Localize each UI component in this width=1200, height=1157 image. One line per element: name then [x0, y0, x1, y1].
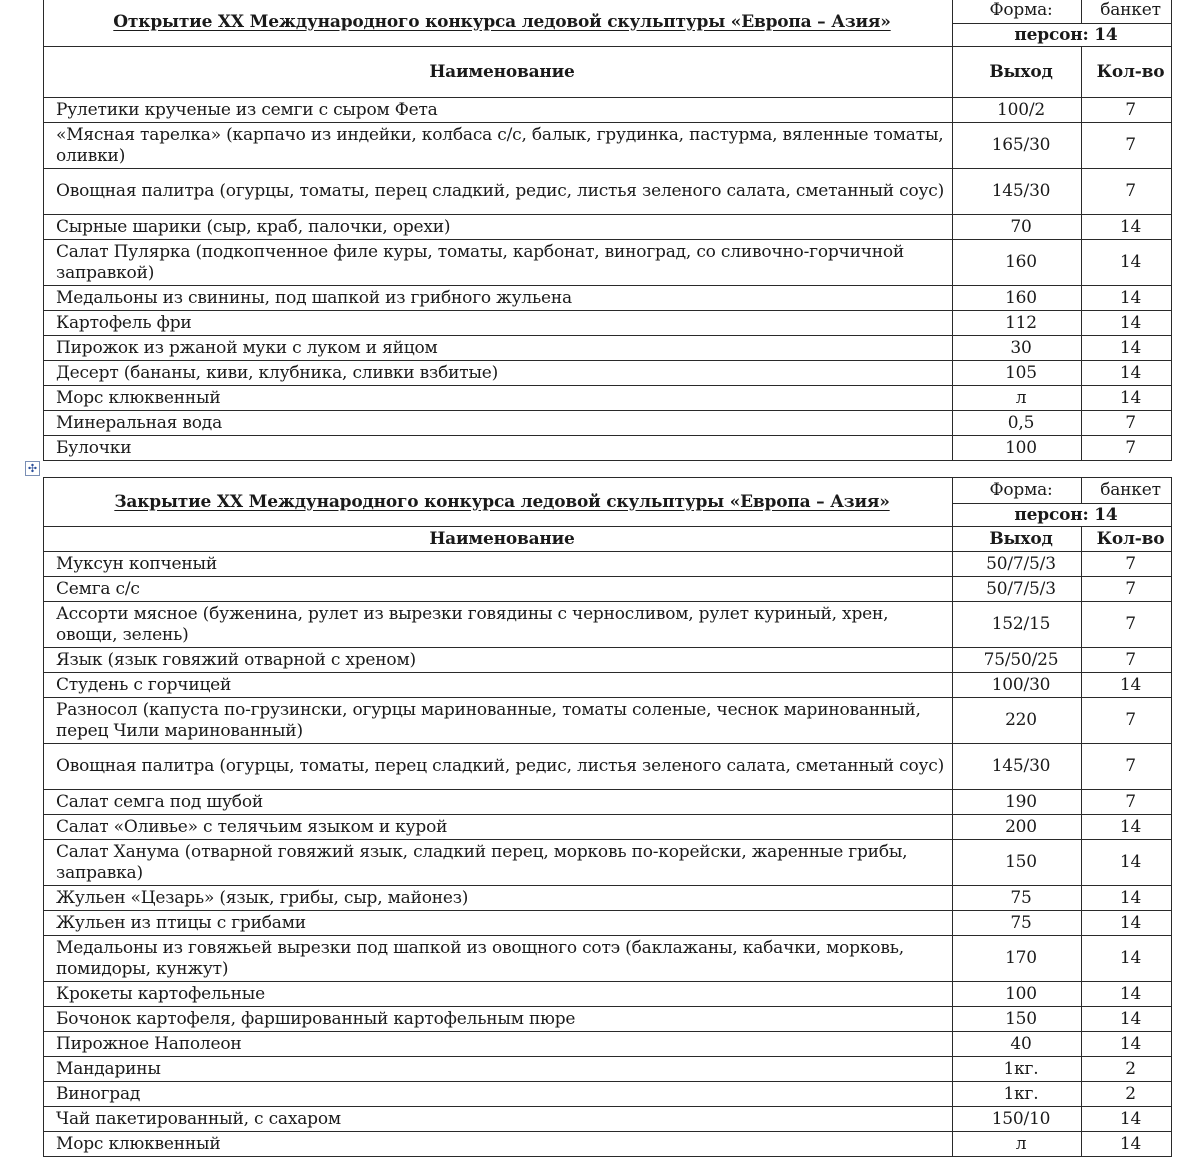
menu-row	[44, 1082, 1172, 1107]
closing-title: Закрытие XX Международного конкурса ледовой скульптуры «Европа – Азия»	[44, 478, 953, 527]
menu-row	[44, 123, 1172, 169]
dish-yield: 75/50/25	[953, 648, 1082, 673]
menu-row	[44, 1007, 1172, 1032]
dish-yield: 190	[953, 790, 1082, 815]
menu-row	[44, 577, 1172, 602]
dish-yield: 105	[953, 361, 1082, 386]
dish-qty: 7	[1082, 698, 1172, 744]
dish-name: «Мясная тарелка» (карпачо из индейки, колбаса с/с, балык, грудинка, пастурма, вяленные томаты, оливки)	[44, 123, 953, 169]
menu-row	[44, 311, 1172, 336]
dish-yield: 160	[953, 286, 1082, 311]
dish-name: Морс клюквенный	[44, 1132, 953, 1157]
dish-yield: 75	[953, 911, 1082, 936]
menu-row	[44, 411, 1172, 436]
move-handle-icon[interactable]: ✣	[25, 461, 40, 476]
menu-row	[44, 673, 1172, 698]
persons-count: персон: 14	[953, 24, 1172, 47]
dish-qty: 14	[1082, 311, 1172, 336]
dish-yield: 100	[953, 436, 1082, 461]
menu-row	[44, 698, 1172, 744]
dish-yield: 0,5	[953, 411, 1082, 436]
dish-yield: 75	[953, 886, 1082, 911]
dish-qty: 14	[1082, 982, 1172, 1007]
dish-yield: 100/2	[953, 98, 1082, 123]
menu-row	[44, 215, 1172, 240]
dish-name: Пирожное Наполеон	[44, 1032, 953, 1057]
dish-yield: 150	[953, 840, 1082, 886]
dish-qty: 14	[1082, 386, 1172, 411]
dish-qty: 14	[1082, 1132, 1172, 1157]
form-label: Форма:	[953, 478, 1082, 504]
dish-qty: 14	[1082, 840, 1172, 886]
dish-qty: 7	[1082, 648, 1172, 673]
dish-qty: 7	[1082, 411, 1172, 436]
dish-qty: 14	[1082, 815, 1172, 840]
dish-qty: 7	[1082, 169, 1172, 215]
dish-yield: 1кг.	[953, 1057, 1082, 1082]
form-label: Форма:	[953, 0, 1082, 24]
dish-yield: 50/7/5/3	[953, 577, 1082, 602]
menu-row	[44, 1132, 1172, 1157]
dish-yield: 150/10	[953, 1107, 1082, 1132]
dish-name: Виноград	[44, 1082, 953, 1107]
dish-name: Овощная палитра (огурцы, томаты, перец сладкий, редис, листья зеленого салата, сметанный соус)	[44, 744, 953, 790]
menu-row	[44, 386, 1172, 411]
opening-title: Открытие XX Международного конкурса ледовой скульптуры «Европа – Азия»	[44, 0, 953, 47]
menu-row	[44, 790, 1172, 815]
column-header-qty: Кол-во	[1082, 527, 1172, 552]
dish-yield: 165/30	[953, 123, 1082, 169]
menu-row	[44, 240, 1172, 286]
menu-row	[44, 911, 1172, 936]
menu-row	[44, 936, 1172, 982]
dish-name: Язык (язык говяжий отварной с хреном)	[44, 648, 953, 673]
dish-yield: 112	[953, 311, 1082, 336]
dish-yield: 145/30	[953, 169, 1082, 215]
persons-count: персон: 14	[953, 504, 1172, 527]
dish-qty: 7	[1082, 790, 1172, 815]
opening-menu-table	[43, 0, 1172, 461]
dish-qty: 14	[1082, 286, 1172, 311]
dish-name: Салат Пулярка (подкопченное филе куры, томаты, карбонат, виноград, со сливочно-горчичной заправкой)	[44, 240, 953, 286]
dish-name: Салат «Оливье» с телячьим языком и курой	[44, 815, 953, 840]
dish-yield: 50/7/5/3	[953, 552, 1082, 577]
dish-name: Муксун копченый	[44, 552, 953, 577]
dish-yield: 200	[953, 815, 1082, 840]
dish-name: Ассорти мясное (буженина, рулет из вырезки говядины с черносливом, рулет куриный, хрен, овощи, зелень)	[44, 602, 953, 648]
menu-row	[44, 169, 1172, 215]
dish-qty: 14	[1082, 673, 1172, 698]
column-header-name: Наименование	[44, 527, 953, 552]
dish-yield: 150	[953, 1007, 1082, 1032]
dish-name: Семга с/с	[44, 577, 953, 602]
dish-name: Рулетики крученые из семги с сыром Фета	[44, 98, 953, 123]
dish-name: Картофель фри	[44, 311, 953, 336]
dish-yield: 152/15	[953, 602, 1082, 648]
menu-row	[44, 98, 1172, 123]
dish-qty: 14	[1082, 1032, 1172, 1057]
dish-qty: 7	[1082, 436, 1172, 461]
dish-qty: 14	[1082, 886, 1172, 911]
dish-qty: 2	[1082, 1082, 1172, 1107]
dish-name: Медальоны из говяжьей вырезки под шапкой из овощного сотэ (баклажаны, кабачки, морковь, помидоры, кунжут)	[44, 936, 953, 982]
closing-menu-table	[43, 477, 1172, 1157]
menu-row	[44, 602, 1172, 648]
dish-yield: 100	[953, 982, 1082, 1007]
dish-qty: 2	[1082, 1057, 1172, 1082]
dish-name: Салат семга под шубой	[44, 790, 953, 815]
dish-name: Овощная палитра (огурцы, томаты, перец сладкий, редис, листья зеленого салата, сметанный соус)	[44, 169, 953, 215]
column-header-yield: Выход	[953, 47, 1082, 98]
dish-qty: 14	[1082, 240, 1172, 286]
dish-qty: 14	[1082, 911, 1172, 936]
dish-name: Разносол (капуста по-грузински, огурцы маринованные, томаты соленые, чеснок маринованный, перец Чили маринованный)	[44, 698, 953, 744]
menu-row	[44, 886, 1172, 911]
dish-qty: 14	[1082, 361, 1172, 386]
dish-name: Салат Ханума (отварной говяжий язык, сладкий перец, морковь по-корейски, жаренные грибы, заправка)	[44, 840, 953, 886]
dish-name: Медальоны из свинины, под шапкой из грибного жульена	[44, 286, 953, 311]
menu-row	[44, 648, 1172, 673]
column-header-yield: Выход	[953, 527, 1082, 552]
dish-qty: 14	[1082, 1107, 1172, 1132]
menu-row	[44, 840, 1172, 886]
dish-name: Жульен из птицы с грибами	[44, 911, 953, 936]
dish-yield: 30	[953, 336, 1082, 361]
dish-yield: 170	[953, 936, 1082, 982]
dish-yield: 70	[953, 215, 1082, 240]
dish-yield: 40	[953, 1032, 1082, 1057]
column-header-name: Наименование	[44, 47, 953, 98]
dish-qty: 7	[1082, 577, 1172, 602]
dish-yield: л	[953, 386, 1082, 411]
dish-qty: 7	[1082, 552, 1172, 577]
dish-name: Морс клюквенный	[44, 386, 953, 411]
dish-name: Мандарины	[44, 1057, 953, 1082]
dish-name: Чай пакетированный, с сахаром	[44, 1107, 953, 1132]
dish-yield: 220	[953, 698, 1082, 744]
dish-yield: л	[953, 1132, 1082, 1157]
dish-yield: 100/30	[953, 673, 1082, 698]
menu-row	[44, 815, 1172, 840]
dish-qty: 7	[1082, 123, 1172, 169]
dish-qty: 7	[1082, 98, 1172, 123]
dish-qty: 14	[1082, 215, 1172, 240]
dish-name: Сырные шарики (сыр, краб, палочки, орехи)	[44, 215, 953, 240]
dish-qty: 7	[1082, 602, 1172, 648]
dish-name: Бочонок картофеля, фаршированный картофельным пюре	[44, 1007, 953, 1032]
dish-yield: 160	[953, 240, 1082, 286]
column-header-qty: Кол-во	[1082, 47, 1172, 98]
dish-name: Десерт (бананы, киви, клубника, сливки взбитые)	[44, 361, 953, 386]
form-value: банкет	[1082, 478, 1172, 504]
menu-row	[44, 744, 1172, 790]
dish-name: Булочки	[44, 436, 953, 461]
dish-yield: 145/30	[953, 744, 1082, 790]
dish-name: Жульен «Цезарь» (язык, грибы, сыр, майонез)	[44, 886, 953, 911]
dish-qty: 7	[1082, 744, 1172, 790]
dish-name: Минеральная вода	[44, 411, 953, 436]
menu-row	[44, 552, 1172, 577]
dish-qty: 14	[1082, 936, 1172, 982]
dish-qty: 14	[1082, 1007, 1172, 1032]
dish-name: Крокеты картофельные	[44, 982, 953, 1007]
dish-yield: 1кг.	[953, 1082, 1082, 1107]
dish-name: Студень с горчицей	[44, 673, 953, 698]
menu-row	[44, 982, 1172, 1007]
menu-row	[44, 361, 1172, 386]
dish-qty: 14	[1082, 336, 1172, 361]
menu-row	[44, 1032, 1172, 1057]
dish-name: Пирожок из ржаной муки с луком и яйцом	[44, 336, 953, 361]
menu-row	[44, 436, 1172, 461]
form-value: банкет	[1082, 0, 1172, 24]
menu-row	[44, 1107, 1172, 1132]
menu-row	[44, 336, 1172, 361]
menu-row	[44, 1057, 1172, 1082]
menu-row	[44, 286, 1172, 311]
